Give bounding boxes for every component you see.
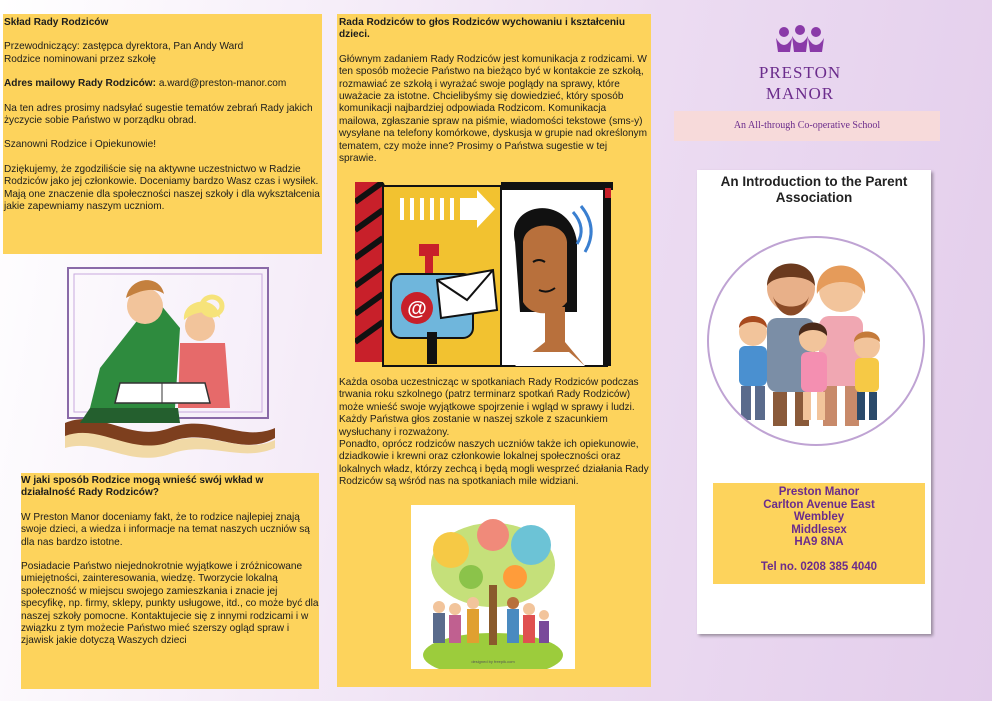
address-line-1: Preston Manor — [778, 486, 860, 498]
family-tree-graphic — [411, 505, 575, 669]
preston-manor-logo — [742, 22, 858, 106]
left-top-text — [3, 17, 321, 213]
question-heading: W jaki sposób Rodzice mogą wnieść swój wkład w działalność Rady Rodziców? — [21, 475, 264, 499]
email-address[interactable]: a.ward@preston-manor.com — [158, 78, 287, 90]
family-tree-illustration — [411, 505, 575, 669]
thanks-text: Dziękujemy, że zgodziliście się na aktywne uczestnictwo w Radzie Rodziców jako jej członkowie. Doceniamy bardzo Wasz czas i wysiłek. Mają one znaczenie dla społeczności naszej szkoły i dla wykształcenia jakie zapewniamy naszym uczniom. — [4, 163, 320, 213]
tagline-box — [674, 111, 940, 141]
logo-figures-icon — [776, 25, 824, 52]
community-text: Ponadto, oprócz rodziców naszych uczniów także ich opiekunowie, dziadkowie i krewni oraz członkowie lokalnej społeczności oraz lokalnych władz, którzy zechcą i będą mogli wesprzeć działania Rady Rodziców są wśród nas na spotkaniach mile widziani. — [339, 439, 649, 488]
left-bottom-text — [21, 475, 319, 648]
telephone: Tel no. 0208 385 4040 — [760, 560, 878, 573]
middle-top-text — [339, 17, 647, 165]
address-box — [713, 483, 925, 584]
greeting-text: Szanowni Rodzice i Opiekunowie! — [4, 139, 157, 151]
tagline: An All-through Co-operative School — [733, 120, 881, 131]
email-label: Adres mailowy Rady Rodziców: — [4, 78, 156, 90]
address-line-5: HA9 8NA — [794, 536, 844, 548]
chair-text: Przewodniczący: zastępca dyrektora, Pan Andy Ward — [4, 41, 244, 53]
participation-text: Każda osoba uczestnicząc w spotkaniach Rady Rodziców podczas trwania roku szkolnego (patrz terminarz spotkań Rady Rodziców) może wnieść swoje wyjątkowe spojrzenie i wgląd w sprawy i ludzi. Każdy Państwa głos zostanie w naszej szkole z szacunkiem wysłuchany i rozważony. — [339, 377, 639, 438]
question-para-1: W Preston Manor doceniamy fakt, że to rodzice najlepiej znają swoje dzieci, a wiedza i informacje na temat naszych uczniów są dla nas bardzo istotne. — [21, 511, 310, 548]
logo-line-2: MANOR — [765, 84, 835, 103]
council-heading: Skład Rady Rodziców — [4, 17, 109, 28]
nominated-text: Rodzice nominowani przez szkołę — [4, 53, 157, 65]
family-circle — [707, 236, 925, 446]
address-line-4: Middlesex — [791, 523, 847, 536]
logo-line-1: PRESTON — [758, 63, 842, 82]
email-illustration — [355, 182, 613, 372]
svg-text:@: @ — [407, 298, 427, 320]
address-line-3: Wembley — [793, 511, 845, 523]
suggest-text: Na ten adres prosimy nadsyłać sugestie tematów zebrań Rady jakich życzycie sobie Państwo w porządku obrad. — [4, 102, 313, 127]
email-line — [4, 78, 321, 90]
question-para-2: Posiadacie Państwo niejednokrotnie wyjątkowe i zróżnicowane umiejętności, zainteresowania, wiedzę. Tworzycie lokalną społeczność w miejscu swojego zamieszkania i znacie jej specyfikę, np. firmy, sklepy, punkty usługowe, itd., co może być dla naszej szkoły pomocne. Kontaktujecie się z innymi rodzicami i w związku z tym możecie Państwo mieć szerszy ogląd spraw i zjawisk jakie dotyczą Waszych dzieci — [21, 561, 319, 647]
cover-title: An Introduction to the Parent Association — [720, 174, 908, 205]
address-line-2: Carlton Avenue East — [763, 498, 875, 511]
family-graphic — [709, 238, 923, 444]
middle-bottom-text — [339, 377, 651, 489]
middle-heading: Rada Rodziców to głos Rodziców wychowaniu i kształceniu dzieci. — [339, 17, 626, 41]
communication-text: Głównym zadaniem Rady Rodziców jest komunikacja z rodzicami. W ten sposób możecie Państwo na bieżąco być w kontakcie ze szkołą, rozmawiać ze szkołą i wyrażać swoje poglądy na sprawy, które uważacie za istotne. Chcielibyśmy się dowiedzieć, który sposób komunikacji najbardziej odpowiada Rodzicom. Komunikacja mailowa, zgłaszanie spraw na piśmie, wiadomości tekstowe (sms-y) wysyłane na telefony komórkowe, dyskusja w grupie nad określonym tematem, czy może inne? Prosimy o Państwa sugestie w tej sprawie. — [339, 53, 648, 165]
freepik-credit: designed by freepik.com — [471, 659, 515, 664]
reading-illustration — [60, 258, 280, 463]
